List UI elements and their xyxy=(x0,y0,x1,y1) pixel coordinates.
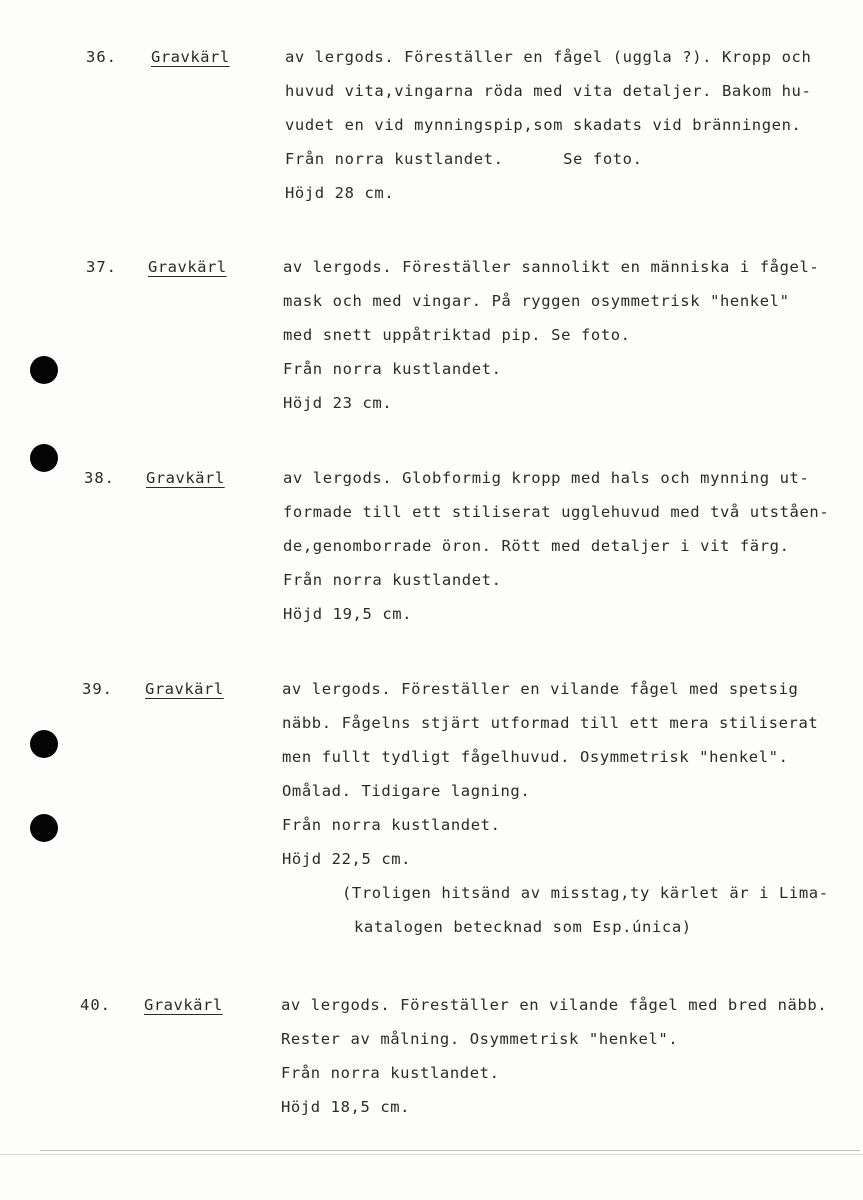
description-line: Höjd 22,5 cm. xyxy=(282,850,412,868)
description-line: näbb. Fågelns stjärt utformad till ett mera stiliserat xyxy=(282,714,819,732)
entry-label: Gravkärl xyxy=(151,48,230,66)
punch-hole-4 xyxy=(30,814,58,842)
description-line: formade till ett stiliserat ugglehuvud med två utståen- xyxy=(283,503,830,521)
entry-description xyxy=(282,672,852,944)
entry-description xyxy=(283,250,853,420)
entry-description xyxy=(281,988,851,1124)
entry-label: Gravkärl xyxy=(145,680,224,698)
entry-number: 39. xyxy=(82,680,113,698)
entry-number: 37. xyxy=(86,258,117,276)
entry-number: 36. xyxy=(86,48,117,66)
entry-label: Gravkärl xyxy=(148,258,227,276)
page-edge-line xyxy=(40,1150,860,1151)
description-line: Från norra kustlandet. xyxy=(282,816,501,834)
description-line: Från norra kustlandet. xyxy=(281,1064,500,1082)
description-line: mask och med vingar. På ryggen osymmetrisk "henkel" xyxy=(283,292,790,310)
entry-number: 40. xyxy=(80,996,111,1014)
description-line: av lergods. Föreställer en fågel (uggla ?). Kropp och xyxy=(285,48,812,66)
entry-description xyxy=(283,461,853,631)
description-line: Rester av målning. Osymmetrisk "henkel". xyxy=(281,1030,679,1048)
description-line: Omålad. Tidigare lagning. xyxy=(282,782,531,800)
description-line: men fullt tydligt fågelhuvud. Osymmetrisk "henkel". xyxy=(282,748,789,766)
punch-hole-2 xyxy=(30,444,58,472)
description-line: med snett uppåtriktad pip. Se foto. xyxy=(283,326,631,344)
note-line: katalogen betecknad som Esp.única) xyxy=(354,918,692,936)
description-line: av lergods. Föreställer en vilande fågel med spetsig xyxy=(282,680,799,698)
description-line: Höjd 28 cm. xyxy=(285,184,395,202)
entry-description xyxy=(285,40,855,210)
punch-hole-3 xyxy=(30,730,58,758)
entry-label: Gravkärl xyxy=(144,996,223,1014)
description-line: av lergods. Föreställer en vilande fågel med bred näbb. xyxy=(281,996,828,1014)
note-line: (Troligen hitsänd av misstag,ty kärlet är i Lima- xyxy=(342,884,829,902)
description-line: av lergods. Föreställer sannolikt en människa i fågel- xyxy=(283,258,820,276)
punch-hole-1 xyxy=(30,356,58,384)
description-line: de,genomborrade öron. Rött med detaljer i vit färg. xyxy=(283,537,790,555)
description-line: Från norra kustlandet. Se foto. xyxy=(285,150,643,168)
description-line: Från norra kustlandet. xyxy=(283,360,502,378)
page-edge-line xyxy=(0,1154,863,1155)
description-line: Höjd 18,5 cm. xyxy=(281,1098,411,1116)
description-line: av lergods. Globformig kropp med hals och mynning ut- xyxy=(283,469,810,487)
description-line: Från norra kustlandet. xyxy=(283,571,502,589)
entry-number: 38. xyxy=(84,469,115,487)
entry-label: Gravkärl xyxy=(146,469,225,487)
description-line: huvud vita,vingarna röda med vita detaljer. Bakom hu- xyxy=(285,82,812,100)
description-line: Höjd 19,5 cm. xyxy=(283,605,413,623)
description-line: Höjd 23 cm. xyxy=(283,394,393,412)
description-line: vudet en vid mynningspip,som skadats vid bränningen. xyxy=(285,116,802,134)
